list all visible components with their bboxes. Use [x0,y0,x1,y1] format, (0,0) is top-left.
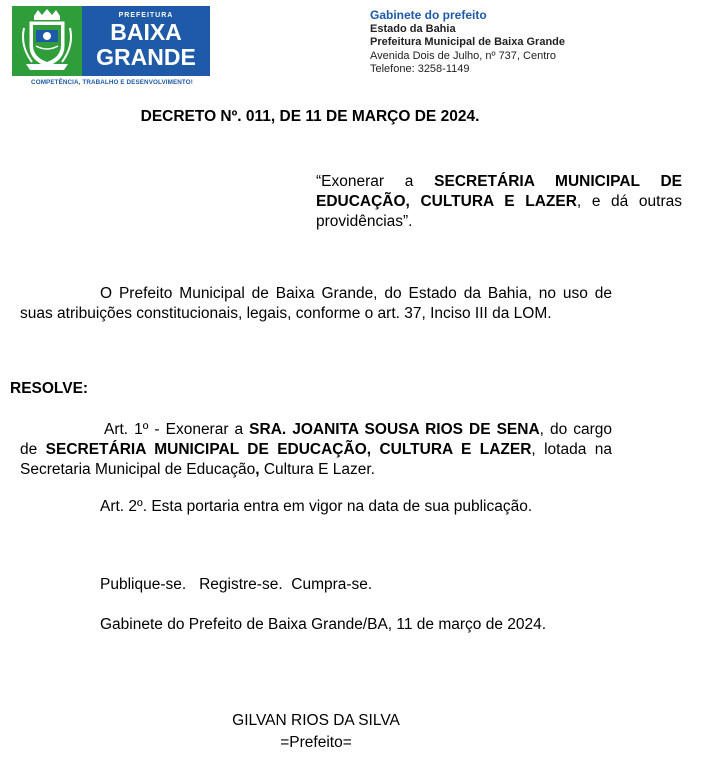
signatory-title: =Prefeito= [280,734,352,751]
office-prefecture: Prefeitura Municipal de Baixa Grande [370,36,566,48]
art1-position: SECRETÁRIA MUNICIPAL DE EDUCAÇÃO, CULTURA E LAZER [45,441,532,458]
city-name-line2: GRANDE [96,44,196,70]
city-name-banner [82,6,210,76]
decree-title: DECRETO Nº. 011, DE 11 DE MARÇO DE 2024. [140,108,480,125]
art1-person: SRA. JOANITA SOUSA RIOS DE SENA [249,421,540,438]
decree-summary [316,172,682,232]
article-2: Art. 2º. Esta portaria entra em vigor na data de sua publicação. [100,498,533,515]
publication-formula: Publique-se. Registre-se. Cumpra-se. [100,576,373,593]
signatory-name: GILVAN RIOS DA SILVA [232,712,400,729]
office-title: Gabinete do prefeito [370,8,487,22]
municipal-logo [12,6,210,76]
city-name-line1: BAIXA [110,19,182,45]
place-and-date: Gabinete do Prefeito de Baixa Grande/BA, 11 de março de 2024. [100,616,547,633]
logo-slogan: COMPETÊNCIA, TRABALHO E DESENVOLVIMENTO! [31,79,193,86]
art1-comma: , [255,461,260,478]
summary-text: “Exonerar a [316,173,435,190]
art1-text-3: , lotada na Secretaria Municipal de Educação [20,441,612,478]
preamble-paragraph: O Prefeito Municipal de Baixa Grande, do Estado da Bahia, no uso de suas atribuições constitucionais, legais, conforme o art. 37, Inciso III da LOM. [20,285,612,322]
office-state: Estado da Bahia [370,22,456,35]
summary-position: SECRETÁRIA MUNICIPAL DE EDUCAÇÃO, CULTURA E LAZER [316,173,682,210]
article-1 [20,420,612,480]
art1-text-2: , do cargo de [20,421,612,458]
office-address-block [370,9,565,77]
office-phone: Telefone: 3258-1149 [370,63,470,75]
art1-text-4: Cultura E Lazer. [259,461,375,478]
summary-text-end: , e dá outras providências”. [316,193,682,230]
coat-of-arms-icon [12,6,82,76]
office-address: Avenida Dois de Julho, nº 737, Centro [370,49,557,62]
resolve-heading: RESOLVE: [10,380,89,397]
art1-text: Art. 1º - Exonerar a [104,421,250,438]
prefeitura-label: PREFEITURA [118,12,174,19]
